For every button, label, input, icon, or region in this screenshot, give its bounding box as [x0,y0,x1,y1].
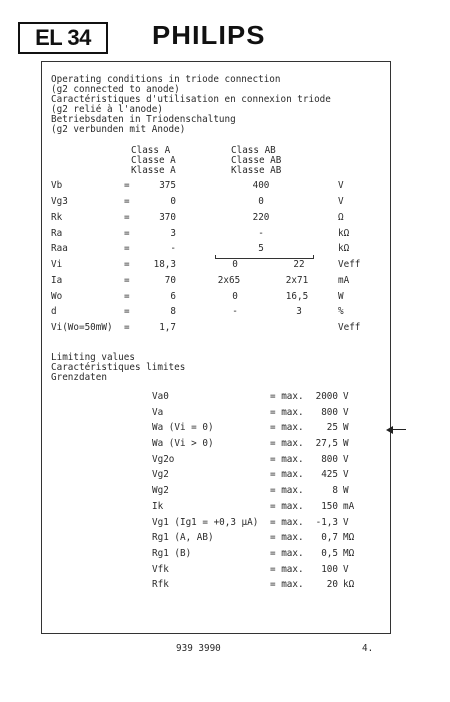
class-a-line: Classe A [131,155,176,166]
op-unit: Veff [338,322,361,333]
op-class-a-value: 3 [170,228,176,239]
op-relation: = [124,228,130,239]
limit-symbol: Vfk [152,564,169,575]
limit-relation: = max. [270,548,304,559]
op-class-ab-value-2: 220 [252,212,270,223]
limiting-heading-line: Caractéristiques limites [51,362,186,373]
op-class-ab-value-2: 5 [258,243,264,254]
class-ab-line: Classe AB [231,155,282,166]
op-class-a-value: 375 [159,180,176,191]
op-unit: V [338,196,344,207]
op-class-a-value: 8 [170,306,176,317]
intro-line: (g2 verbunden mit Anode) [51,124,186,135]
op-class-ab-value-1: 0 [232,291,238,302]
document-code: 939 3990 [176,643,221,654]
limit-unit: mA [343,501,355,512]
limit-value: 800 [321,454,338,465]
limit-relation: = max. [270,454,304,465]
op-class-ab-value-2: 2x71 [285,275,309,286]
limit-symbol: Vg1 (Ig1 = +0,3 µA) [152,517,259,528]
op-relation: = [124,322,130,333]
op-class-a-value: 18,3 [153,259,176,270]
op-unit: W [338,291,344,302]
op-class-ab-value-2: - [258,228,264,239]
limit-unit: MΩ [343,548,355,559]
op-class-a-value: 6 [170,291,176,302]
op-class-ab-value-1: 2x65 [217,275,241,286]
op-unit: Ω [338,212,344,223]
op-symbol: Vg3 [51,196,68,207]
op-relation: = [124,180,130,191]
op-symbol: Wo [51,291,63,302]
limit-symbol: Wg2 [152,485,169,496]
brand-logo-text: PHILIPS [152,20,266,50]
intro-line: Betriebsdaten in Triodenschaltung [51,114,236,125]
op-relation: = [124,291,130,302]
op-class-ab-value-1: - [232,306,238,317]
intro-line: (g2 relié à l'anode) [51,104,163,115]
op-relation: = [124,212,130,223]
class-a-line: Klasse A [131,165,176,176]
op-relation: = [124,275,130,286]
limit-symbol: Rfk [152,579,169,590]
limit-unit: W [343,438,349,449]
limit-symbol: Rg1 (A, AB) [152,532,214,543]
limit-unit: V [343,469,349,480]
intro-line: (g2 connected to anode) [51,84,180,95]
limit-symbol: Rg1 (B) [152,548,192,559]
op-unit: V [338,180,344,191]
op-unit: % [338,306,344,317]
limit-value: 25 [326,422,338,433]
limit-relation: = max. [270,438,304,449]
limit-value: 150 [321,501,338,512]
limit-relation: = max. [270,407,304,418]
op-class-a-value: 1,7 [159,322,176,333]
tube-type-label: EL 34 [18,22,108,54]
limit-relation: = max. [270,469,304,480]
limit-symbol: Vg2 [152,469,169,480]
op-relation: = [124,259,130,270]
limit-symbol: Va [152,407,164,418]
limiting-heading-line: Limiting values [51,352,135,363]
op-symbol: Vi [51,259,63,270]
op-symbol: Raa [51,243,68,254]
intro-line: Operating conditions in triode connection [51,74,281,85]
op-symbol: Vb [51,180,63,191]
limit-unit: V [343,517,349,528]
op-unit: kΩ [338,228,350,239]
limit-value: 800 [321,407,338,418]
op-relation: = [124,306,130,317]
limiting-heading-line: Grenzdaten [51,372,107,383]
limit-value: -1,3 [315,517,338,528]
limit-value: 425 [321,469,338,480]
limit-relation: = max. [270,517,304,528]
op-symbol: Ra [51,228,63,239]
op-class-a-value: 370 [159,212,176,223]
limit-symbol: Wa (Vi = 0) [152,422,214,433]
limit-symbol: Va0 [152,391,169,402]
op-class-ab-value-2: 0 [258,196,264,207]
limit-unit: V [343,454,349,465]
op-class-ab-value-1: 0 [232,259,238,270]
limit-unit: MΩ [343,532,355,543]
op-class-ab-value-2: 16,5 [285,291,309,302]
op-relation: = [124,243,130,254]
limit-relation: = max. [270,485,304,496]
limit-value: 0,7 [321,532,338,543]
limit-symbol: Wa (Vi > 0) [152,438,214,449]
limit-relation: = max. [270,391,304,402]
limit-relation: = max. [270,501,304,512]
limit-value: 20 [326,579,338,590]
op-class-ab-value-2: 22 [293,259,305,270]
limit-unit: V [343,407,349,418]
limit-value: 100 [321,564,338,575]
limit-unit: V [343,391,349,402]
op-symbol: Vi(Wo=50mW) [51,322,113,333]
class-ab-line: Class AB [231,145,276,156]
limit-relation: = max. [270,532,304,543]
op-symbol: d [51,306,57,317]
intro-line: Caractéristiques d'utilisation en connexion triode [51,94,331,105]
limit-symbol: Vg2o [152,454,175,465]
limit-relation: = max. [270,422,304,433]
op-symbol: Rk [51,212,63,223]
op-class-a-value: - [170,243,176,254]
class-ab-line: Klasse AB [231,165,282,176]
class-a-line: Class A [131,145,171,156]
op-unit: kΩ [338,243,350,254]
change-marker-line [388,429,406,430]
limit-symbol: Ik [152,501,164,512]
op-class-a-value: 70 [164,275,176,286]
limit-unit: W [343,485,349,496]
op-unit: Veff [338,259,361,270]
limit-value: 0,5 [321,548,338,559]
limit-value: 2000 [315,391,338,402]
page-number: 4. [362,643,374,654]
limit-unit: V [343,564,349,575]
limit-relation: = max. [270,579,304,590]
op-class-a-value: 0 [170,196,176,207]
op-class-ab-value-2: 3 [296,306,302,317]
limit-value: 27,5 [315,438,338,449]
limit-unit: kΩ [343,579,355,590]
limit-value: 8 [332,485,338,496]
op-class-ab-value-2: 400 [252,180,270,191]
op-unit: mA [338,275,350,286]
op-symbol: Ia [51,275,63,286]
op-relation: = [124,196,130,207]
limit-relation: = max. [270,564,304,575]
limit-unit: W [343,422,349,433]
